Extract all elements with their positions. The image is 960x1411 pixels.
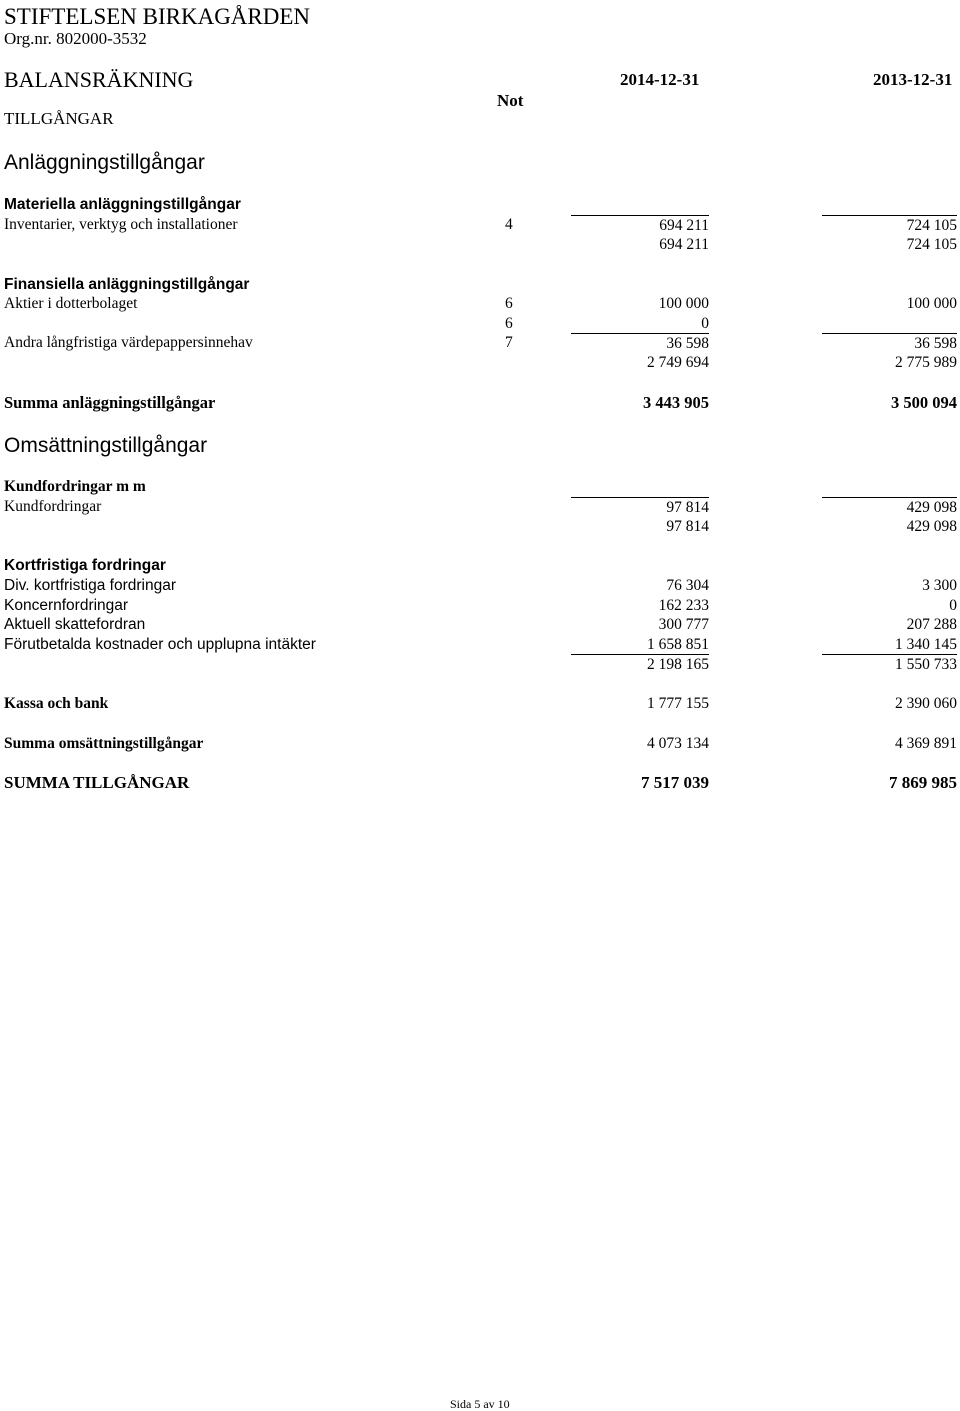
row-value-2013: 7 869 985 — [889, 773, 957, 792]
group-title: TILLGÅNGAR — [4, 109, 114, 128]
table-row — [0, 216, 960, 236]
table-row — [0, 315, 960, 335]
row-value-2014: 0 — [701, 315, 709, 332]
row-value-2013: 724 105 — [906, 236, 957, 253]
row-value-2013: 2 775 989 — [895, 354, 957, 371]
row-value-2014: 2 749 694 — [647, 354, 709, 371]
row-value-2014: 76 304 — [666, 577, 709, 594]
column-header-2014: 2014-12-31 — [620, 70, 700, 89]
row-label: Summa anläggningstillgångar — [4, 393, 216, 412]
row-value-2014: 4 073 134 — [647, 735, 709, 752]
subsection-finansiella — [0, 276, 960, 296]
row-label: Inventarier, verktyg och installationer — [4, 216, 238, 233]
row-label: Förutbetalda kostnader och upplupna intäkter — [4, 636, 316, 653]
row-value-2013: 3 300 — [922, 577, 957, 594]
row-value-2013: 724 105 — [822, 215, 957, 235]
row-value-2013: 0 — [949, 597, 957, 614]
row-note: 6 — [505, 295, 513, 312]
table-row — [0, 636, 960, 656]
row-value-2014: 2 198 165 — [647, 656, 709, 673]
organization-name: STIFTELSEN BIRKAGÅRDEN — [4, 4, 311, 29]
row-value-2014: 36 598 — [571, 333, 709, 353]
row-value-2013: 1 340 145 — [822, 636, 957, 655]
table-row — [0, 597, 960, 617]
subtotal-row — [0, 354, 960, 374]
section-title-anlaggningstillgangar: Anläggningstillgångar — [4, 151, 205, 174]
subsection-kortfristiga — [0, 557, 960, 577]
subsection-kundfordringar — [0, 478, 960, 498]
row-note: 4 — [505, 216, 513, 233]
row-value-2014: 100 000 — [658, 295, 709, 312]
row-label: Div. kortfristiga fordringar — [4, 577, 176, 594]
row-value-2014: 3 443 905 — [643, 393, 709, 412]
row-value-2013: 207 288 — [906, 616, 957, 633]
row-label: Summa omsättningstillgångar — [4, 735, 204, 752]
row-value-2014: 1 777 155 — [647, 695, 709, 712]
total-row-omsattningstillgangar — [0, 735, 960, 755]
total-row-anlaggningstillgangar — [0, 393, 960, 413]
row-value-2014: 694 211 — [571, 215, 709, 235]
row-value-2014: 7 517 039 — [641, 773, 709, 792]
row-label: Kortfristiga fordringar — [4, 557, 166, 574]
row-value-2014: 694 211 — [659, 236, 709, 253]
row-label: Kassa och bank — [4, 695, 109, 712]
table-row — [0, 616, 960, 636]
row-value-2013: 2 390 060 — [895, 695, 957, 712]
organization-number: Org.nr. 802000-3532 — [4, 29, 147, 48]
grand-total-row — [0, 773, 960, 793]
row-label: Finansiella anläggningstillgångar — [4, 276, 250, 293]
row-value-2014: 1 658 851 — [571, 636, 709, 655]
row-value-2014: 162 233 — [658, 597, 709, 614]
row-label: Koncernfordringar — [4, 597, 129, 614]
row-value-2013: 429 098 — [906, 518, 957, 535]
subtotal-row — [0, 656, 960, 676]
row-label: Aktier i dotterbolaget — [4, 295, 138, 312]
row-label: SUMMA TILLGÅNGAR — [4, 773, 190, 792]
row-label: Kundfordringar m m — [4, 478, 146, 495]
row-value-2014: 97 814 — [666, 518, 709, 535]
row-value-2013: 36 598 — [822, 333, 957, 353]
subtotal-row — [0, 518, 960, 538]
column-header-2013: 2013-12-31 — [873, 70, 953, 89]
row-value-2013: 3 500 094 — [891, 393, 957, 412]
row-label: Aktuell skattefordran — [4, 616, 146, 633]
section-title-omsattningstillgangar: Omsättningstillgångar — [4, 434, 208, 457]
subsection-materiella — [0, 196, 960, 216]
page-title: BALANSRÄKNING — [4, 67, 194, 92]
row-label: Andra långfristiga värdepappersinnehav — [4, 334, 253, 351]
kassa-och-bank-row — [0, 695, 960, 715]
row-note: 7 — [505, 334, 513, 351]
row-value-2013: 1 550 733 — [895, 656, 957, 673]
row-label: Materiella anläggningstillgångar — [4, 196, 241, 213]
page-number: Sida 5 av 10 — [450, 1397, 510, 1411]
row-value-2014: 97 814 — [571, 497, 709, 517]
table-row — [0, 577, 960, 597]
row-value-2013: 100 000 — [906, 295, 957, 312]
subtotal-row — [0, 236, 960, 256]
row-value-2014: 300 777 — [658, 616, 709, 633]
table-row — [0, 334, 960, 354]
row-value-2013: 4 369 891 — [895, 735, 957, 752]
row-note: 6 — [505, 315, 513, 332]
table-row — [0, 498, 960, 518]
column-header-note: Not — [497, 91, 524, 110]
row-label: Kundfordringar — [4, 498, 102, 515]
table-row — [0, 295, 960, 315]
row-value-2013: 429 098 — [822, 497, 957, 517]
